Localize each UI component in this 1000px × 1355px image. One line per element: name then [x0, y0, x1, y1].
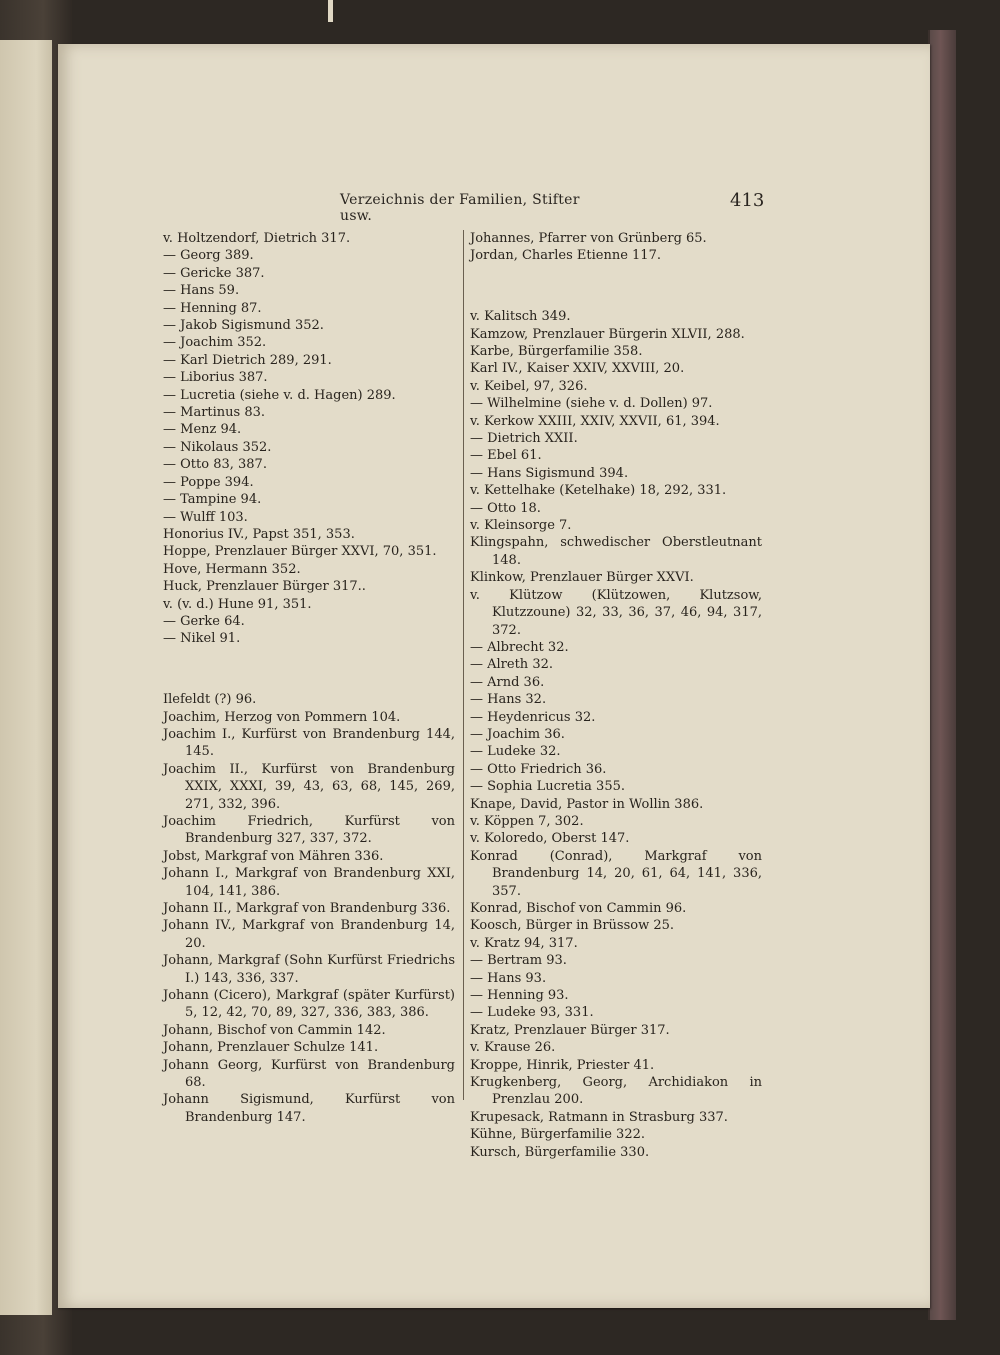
index-entry: v. Klützow (Klützowen, Klutzsow, Klutzzoune) 32, 33, 36, 37, 46, 94, 317, 372. [470, 587, 762, 638]
index-entry: v. Köppen 7, 302. [470, 813, 584, 829]
index-column-right [470, 230, 762, 1161]
index-entry: — Joachim 352. [163, 335, 267, 351]
previous-page-edge [0, 40, 52, 1315]
index-entry: Joachim, Herzog von Pommern 104. [163, 709, 401, 725]
index-entry: — Otto 18. [470, 500, 541, 516]
index-entry: — Alreth 32. [470, 657, 553, 673]
index-entry: Klinkow, Prenzlauer Bürger XXVI. [470, 570, 694, 586]
index-entry: v. Holtzendorf, Dietrich 317. [163, 231, 351, 246]
index-entry: Karl IV., Kaiser XXIV, XXVIII, 20. [470, 361, 685, 377]
index-entry: Johann, Bischof von Cammin 142. [163, 1022, 386, 1038]
index-entry: — Joachim 36. [470, 726, 565, 742]
index-entry: Johann Sigismund, Kurfürst von Brandenburg 147. [163, 1092, 455, 1125]
index-entry: — Lucretia (siehe v. d. Hagen) 289. [163, 387, 396, 403]
index-entry: — Sophia Lucretia 355. [470, 779, 626, 795]
index-entry: Joachim Friedrich, Kurfürst von Brandenburg 327, 337, 372. [163, 813, 455, 847]
index-entry: — Henning 87. [163, 300, 262, 316]
index-entry: Ilefeldt (?) 96. [163, 692, 257, 708]
index-entry: v. Keibel, 97, 326. [470, 378, 588, 394]
index-entry: Johann, Prenzlauer Schulze 141. [163, 1040, 379, 1056]
index-entry: — Menz 94. [163, 422, 242, 438]
index-entry: — Otto Friedrich 36. [470, 761, 607, 777]
entry-gap [470, 278, 762, 295]
index-entry: — Nikolaus 352. [163, 439, 272, 455]
index-entry: Kroppe, Hinrik, Priester 41. [470, 1057, 655, 1073]
index-entry: Kratz, Prenzlauer Bürger 317. [470, 1022, 670, 1038]
index-entry: — Liborius 387. [163, 370, 268, 386]
index-entry: Johann I., Markgraf von Brandenburg XXI, 104, 141, 386. [163, 866, 455, 899]
index-entry: Knape, David, Pastor in Wollin 386. [470, 796, 704, 812]
index-entry: — Tampine 94. [163, 492, 262, 508]
index-entry: v. Kleinsorge 7. [470, 518, 572, 534]
index-entry: Hove, Hermann 352. [163, 561, 301, 577]
index-entry: Huck, Prenzlauer Bürger 317.. [163, 579, 366, 595]
index-entry: v. Kratz 94, 317. [470, 935, 578, 951]
index-entry: — Ludeke 32. [470, 744, 561, 760]
index-column-left [163, 230, 455, 1126]
index-entry: v. Krause 26. [470, 1040, 556, 1056]
index-entry: Johann IV., Markgraf von Brandenburg 14, 20. [163, 918, 455, 951]
index-entry: — Bertram 93. [470, 953, 567, 969]
index-entry: Johann (Cicero), Markgraf (später Kurfürst) 5, 12, 42, 70, 89, 327, 336, 383, 386. [163, 988, 455, 1021]
index-entry: — Dietrich XXII. [470, 431, 578, 447]
index-entry: Konrad (Conrad), Markgraf von Brandenburg 14, 20, 61, 64, 141, 336, 357. [470, 848, 762, 899]
index-entry: v. (v. d.) Hune 91, 351. [163, 596, 312, 612]
index-entry: Johann, Markgraf (Sohn Kurfürst Friedrichs I.) 143, 336, 337. [163, 953, 455, 986]
index-entry: — Albrecht 32. [470, 639, 569, 655]
index-entry: — Martinus 83. [163, 405, 266, 421]
index-entry: Joachim I., Kurfürst von Brandenburg 144, 145. [163, 726, 455, 760]
index-entry: Kamzow, Prenzlauer Bürgerin XLVII, 288. [470, 326, 745, 342]
index-entry: Klingspahn, schwedischer Oberstleutnant 148. [470, 535, 762, 568]
index-entry: — Hans 32. [470, 692, 547, 708]
index-entry: Kursch, Bürgerfamilie 330. [470, 1144, 650, 1160]
running-header: Verzeichnis der Familien, Stifter usw. [340, 192, 580, 224]
entry-gap [163, 661, 455, 678]
index-entry: — Georg 389. [163, 248, 254, 264]
book-cover-right [928, 30, 956, 1320]
index-entry: Konrad, Bischof von Cammin 96. [470, 901, 687, 917]
index-entry: — Jakob Sigismund 352. [163, 318, 324, 334]
index-entry: — Nikel 91. [163, 631, 241, 647]
index-entry: Hoppe, Prenzlauer Bürger XXVI, 70, 351. [163, 544, 437, 560]
index-entry: Johann Georg, Kurfürst von Brandenburg 68. [163, 1057, 455, 1091]
index-entry: v. Koloredo, Oberst 147. [470, 831, 630, 847]
index-entry: — Otto 83, 387. [163, 457, 267, 473]
index-entry: Joachim II., Kurfürst von Brandenburg XXIX, XXXI, 39, 43, 63, 68, 145, 269, 271, 332, 396. [163, 761, 455, 812]
index-entry: Jobst, Markgraf von Mähren 336. [163, 848, 384, 864]
index-entry: Johannes, Pfarrer von Grünberg 65. [470, 231, 707, 246]
index-entry: Krupesack, Ratmann in Strasburg 337. [470, 1109, 728, 1125]
index-entry: Koosch, Bürger in Brüssow 25. [470, 918, 675, 934]
index-entry: Johann II., Markgraf von Brandenburg 336. [163, 901, 451, 917]
index-entry: — Poppe 394. [163, 474, 254, 490]
index-entry: — Hans 59. [163, 283, 240, 299]
index-entry: — Wulff 103. [163, 509, 248, 525]
index-entry: Kühne, Bürgerfamilie 322. [470, 1127, 646, 1143]
index-entry: v. Kalitsch 349. [470, 309, 571, 325]
index-entry: — Gericke 387. [163, 265, 265, 281]
index-entry: — Karl Dietrich 289, 291. [163, 352, 332, 368]
index-entry: — Gerke 64. [163, 613, 245, 629]
index-entry: v. Kettelhake (Ketelhake) 18, 292, 331. [470, 483, 727, 499]
bookmark-ribbon [328, 0, 333, 22]
index-entry: — Hans 93. [470, 970, 547, 986]
index-entry: Karbe, Bürgerfamilie 358. [470, 344, 643, 360]
index-entry: Honorius IV., Papst 351, 353. [163, 526, 355, 542]
index-entry: Krugkenberg, Georg, Archidiakon in Prenzlau 200. [470, 1075, 762, 1108]
index-entry: — Wilhelmine (siehe v. d. Dollen) 97. [470, 396, 713, 412]
page-number: 413 [730, 190, 765, 211]
index-entry: — Ebel 61. [470, 448, 542, 464]
index-entry: — Henning 93. [470, 988, 569, 1004]
column-divider [463, 230, 464, 1100]
index-entry: — Ludeke 93, 331. [470, 1005, 594, 1021]
index-entry: Jordan, Charles Etienne 117. [470, 248, 661, 264]
index-entry: v. Kerkow XXIII, XXIV, XXVII, 61, 394. [470, 413, 720, 429]
index-entry: — Arnd 36. [470, 674, 545, 690]
index-entry: — Hans Sigismund 394. [470, 465, 629, 481]
index-entry: — Heydenricus 32. [470, 709, 596, 725]
